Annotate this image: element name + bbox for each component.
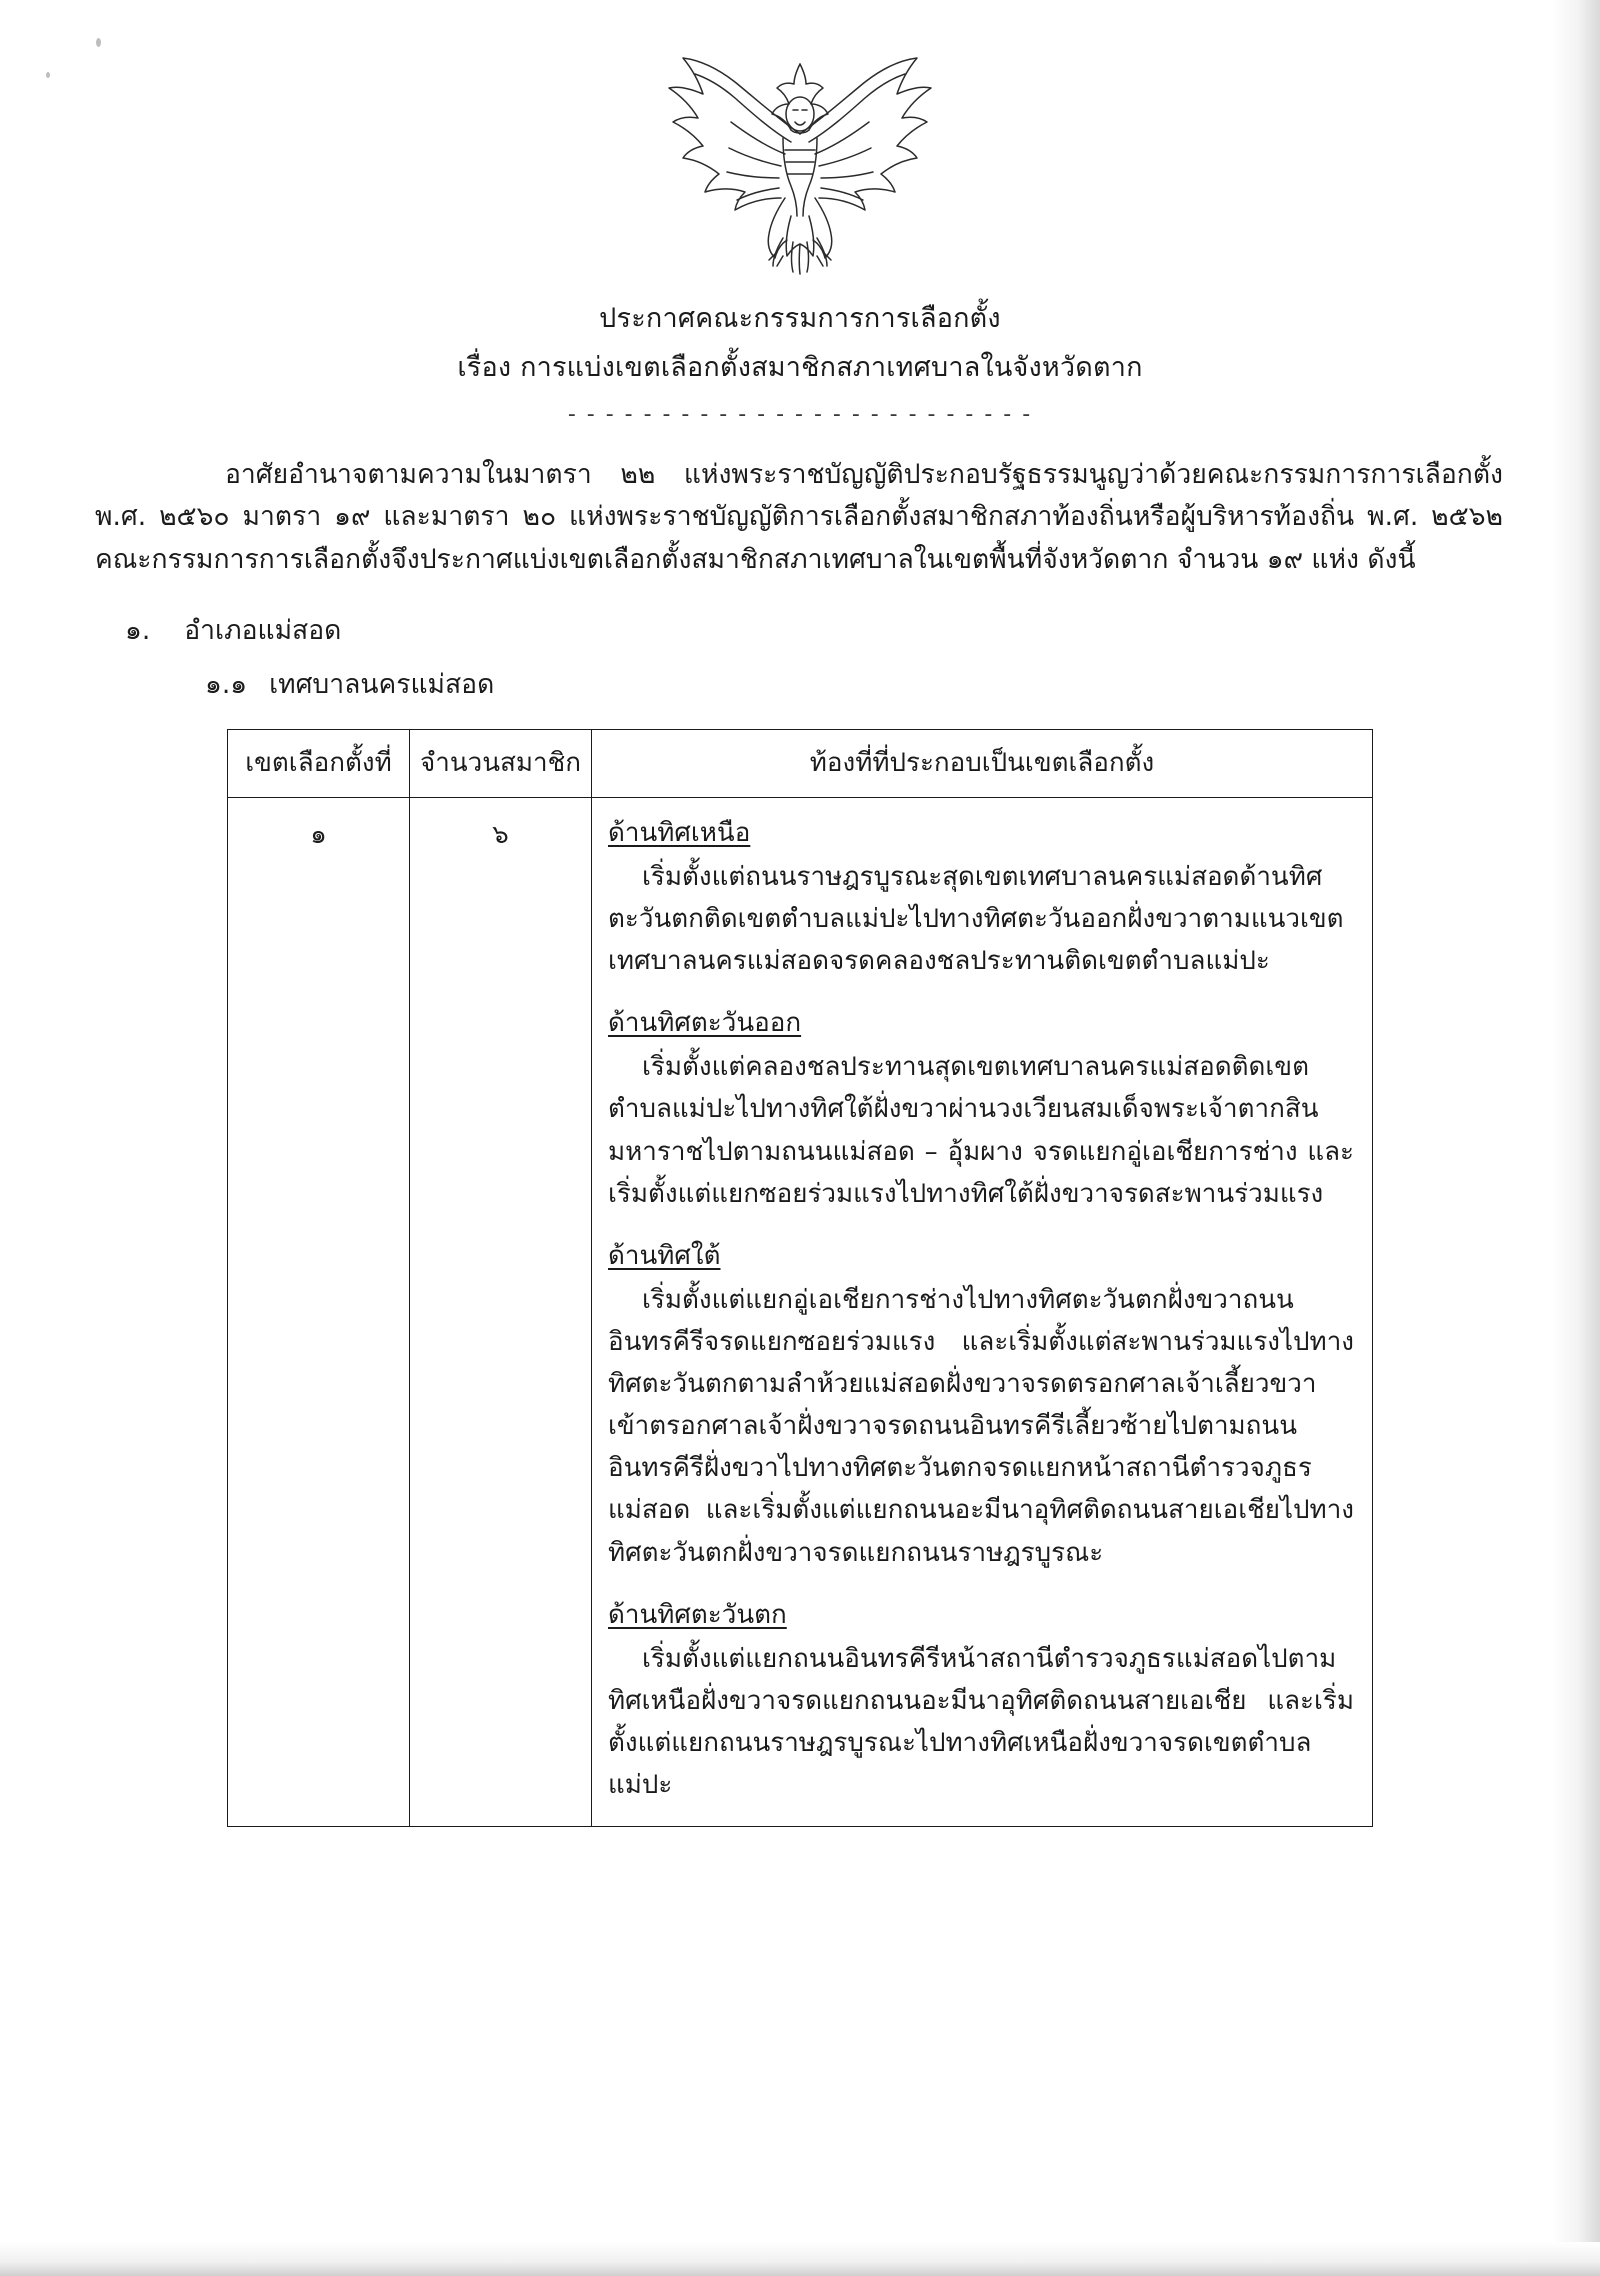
level1-label: อำเภอแม่สอด [184,614,342,646]
cell-member-count: ๖ [410,797,592,1826]
emblem-container [85,38,1515,293]
electoral-zones-table [227,729,1373,1827]
list-item-level1 [85,609,1515,651]
cell-area-description [592,797,1373,1826]
column-header-zone: เขตเลือกตั้งที่ [228,729,410,797]
section-text-south-value: เริ่มตั้งแต่แยกอู่เอเชียการช่างไปทางทิศตะวันตกฝั่งขวาถนนอินทรคีรีจรดแยกซอยร่วมแรง และเริ่มตั้งแต่สะพานร่วมแรงไปทางทิศตะวันตกตามลำห้วยแม่สอดฝั่งขวาจรดตรอกศาลเจ้าเลี้ยวขวาเข้าตรอกศาลเจ้าฝั่งขวาจรดถนนอินทรคีรีเลี้ยวซ้ายไปตามถนนอินทรคีรีฝั่งขวาไปทางทิศตะวันตกจรดแยกหน้าสถานีตำรวจภูธรแม่สอด และเริ่มตั้งแต่แยกถนนอะมีนาอุทิศติดถนนสายเอเชียไปทางทิศตะวันตกฝั่งขวาจรดแยกถนนราษฎรบูรณะ [608,1284,1354,1568]
divider: - - - - - - - - - - - - - - - - - - - - - - - - - [567,402,1033,427]
scan-edge-bottom [0,2242,1600,2276]
section-heading-east: ด้านทิศตะวันออก [608,1008,802,1039]
table-row [228,797,1373,1826]
section-text-west-value: เริ่มตั้งแต่แยกถนนอินทรคีรีหน้าสถานีตำรวจภูธรแม่สอดไปตามทิศเหนือฝั่งขวาจรดแยกถนนอะมีนาอุทิศติดถนนสายเอเชีย และเริ่มตั้งแต่แยกถนนราษฎรบูรณะไปทางทิศเหนือฝั่งขวาจรดเขตตำบลแม่ปะ [608,1643,1354,1801]
section-text-west [608,1638,1354,1806]
section-heading-north: ด้านทิศเหนือ [608,817,751,848]
level2-number: ๑.๑ [205,668,248,700]
list-item-level2 [85,663,1515,705]
scan-edge-right [1552,0,1600,2276]
level2-label: เทศบาลนครแม่สอด [269,668,495,700]
section-text-north-value: เริ่มตั้งแต่ถนนราษฎรบูรณะสุดเขตเทศบาลนครแม่สอดด้านทิศตะวันตกติดเขตตำบลแม่ปะไปทางทิศตะวันออกฝั่งขวาตามแนวเขตเทศบาลนครแม่สอดจรดคลองชลประทานติดเขตตำบลแม่ปะ [608,861,1344,977]
preamble-text: อาศัยอำนาจตามความในมาตรา ๒๒ แห่งพระราชบัญญัติประกอบรัฐธรรมนูญว่าด้วยคณะกรรมการการเลือกตั้ง พ.ศ. ๒๕๖๐ มาตรา ๑๙ และมาตรา ๒๐ แห่งพระราชบัญญัติการเลือกตั้งสมาชิกสภาท้องถิ่นหรือผู้บริหารท้องถิ่น พ.ศ. ๒๕๖๒ คณะกรรมการการเลือกตั้งจึงประกาศแบ่งเขตเลือกตั้งสมาชิกสภาเทศบาลในเขตพื้นที่จังหวัดตาก จำนวน ๑๙ แห่ง ดังนี้ [95,458,1503,576]
document-content [85,0,1515,1827]
section-text-north [608,856,1354,982]
scan-speck [46,72,50,78]
garuda-emblem [665,38,935,278]
preamble-paragraph [85,454,1515,583]
page-subtitle: เรื่อง การแบ่งเขตเลือกตั้งสมาชิกสภาเทศบาลในจังหวัดตาก [457,351,1143,383]
section-text-south [608,1279,1354,1574]
page-title: ประกาศคณะกรรมการการเลือกตั้ง [599,303,1001,334]
level1-number: ๑. [125,614,151,646]
table-header-row [228,729,1373,797]
column-header-members: จำนวนสมาชิก [410,729,592,797]
section-text-east [608,1046,1354,1214]
column-header-area: ท้องที่ที่ประกอบเป็นเขตเลือกตั้ง [592,729,1373,797]
section-heading-west: ด้านทิศตะวันตก [608,1599,787,1630]
section-text-east-value: เริ่มตั้งแต่คลองชลประทานสุดเขตเทศบาลนครแม่สอดติดเขตตำบลแม่ปะไปทางทิศใต้ฝั่งขวาผ่านวงเวียนสมเด็จพระเจ้าตากสินมหาราชไปตามถนนแม่สอด – อุ้มผาง จรดแยกอู่เอเชียการช่าง และเริ่มตั้งแต่แยกซอยร่วมแรงไปทางทิศใต้ฝั่งขวาจรดสะพานร่วมแรง [608,1052,1354,1209]
section-heading-south: ด้านทิศใต้ [608,1240,721,1271]
cell-zone-number: ๑ [228,797,410,1826]
